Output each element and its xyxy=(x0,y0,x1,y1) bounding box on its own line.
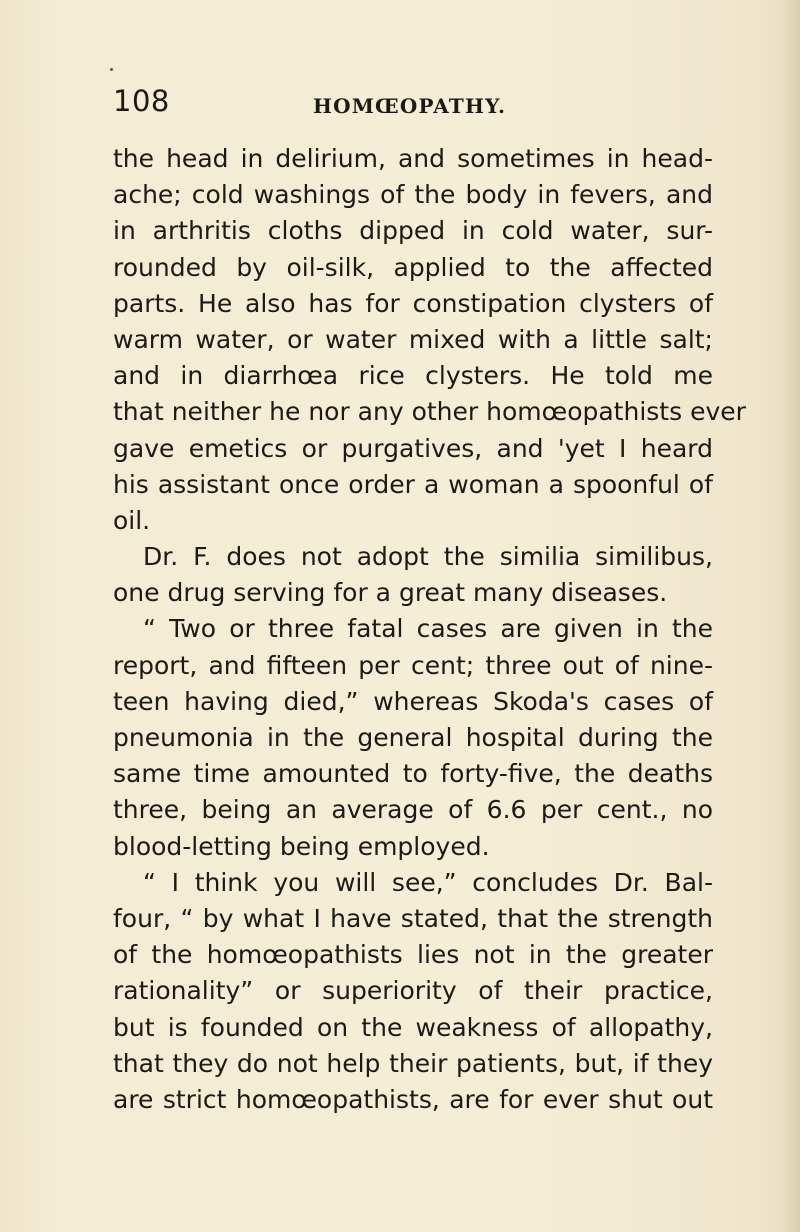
paragraph-end-line: one drug serving for a great many diseases. xyxy=(113,578,668,608)
text-line: rounded by oil-silk, applied to the affected xyxy=(113,252,713,282)
text-line: gave emetics or purgatives, and 'yet I heard xyxy=(113,433,713,463)
text-line: parts. He also has for constipation clysters of xyxy=(113,288,713,318)
text-line: of the homœopathists lies not in the greater xyxy=(113,940,713,970)
text-line: teen having died,” whereas Skoda's cases of xyxy=(113,686,713,716)
text-line: same time amounted to forty-five, the deaths xyxy=(113,759,713,789)
text-line: and in diarrhœa rice clysters. He told me xyxy=(113,361,713,391)
paragraph-start-line: Dr. F. does not adopt the similia similibus, xyxy=(143,542,713,572)
text-line: that neither he nor any other homœopathists ever xyxy=(113,397,746,427)
running-title: HOMŒOPATHY. xyxy=(313,94,507,118)
page-number: 108 xyxy=(113,84,170,118)
page-header xyxy=(113,84,713,124)
text-line: the head in delirium, and sometimes in head- xyxy=(113,144,713,173)
text-line: pneumonia in the general hospital during the xyxy=(113,723,713,752)
text-line: that they do not help their patients, but, if they xyxy=(113,1048,713,1078)
text-line: but is founded on the weakness of allopathy, xyxy=(113,1012,713,1042)
text-line: four, “ by what I have stated, that the strength xyxy=(113,903,713,933)
paragraph-start-line: “ I think you will see,” concludes Dr. Bal- xyxy=(143,867,713,897)
print-speck xyxy=(110,68,113,71)
text-line: in arthritis cloths dipped in cold water, sur- xyxy=(113,216,713,246)
text-line: his assistant once order a woman a spoonful of xyxy=(113,469,713,499)
text-line: report, and fifteen per cent; three out of nine- xyxy=(113,650,713,680)
text-line: three, being an average of 6.6 per cent., no xyxy=(113,795,713,825)
text-line: are strict homœopathists, are for ever shut out xyxy=(113,1084,713,1114)
paragraph-end-line: oil. xyxy=(113,505,151,535)
text-line: ache; cold washings of the body in fevers, and xyxy=(113,180,713,210)
text-line: warm water, or water mixed with a little salt; xyxy=(113,324,713,354)
page-edge-shadow xyxy=(782,0,800,1232)
body-text xyxy=(113,141,746,1118)
paragraph-start-line: “ Two or three fatal cases are given in the xyxy=(143,614,713,644)
paragraph-end-line: blood-letting being employed. xyxy=(113,831,490,861)
text-line: rationality” or superiority of their practice, xyxy=(113,976,713,1006)
